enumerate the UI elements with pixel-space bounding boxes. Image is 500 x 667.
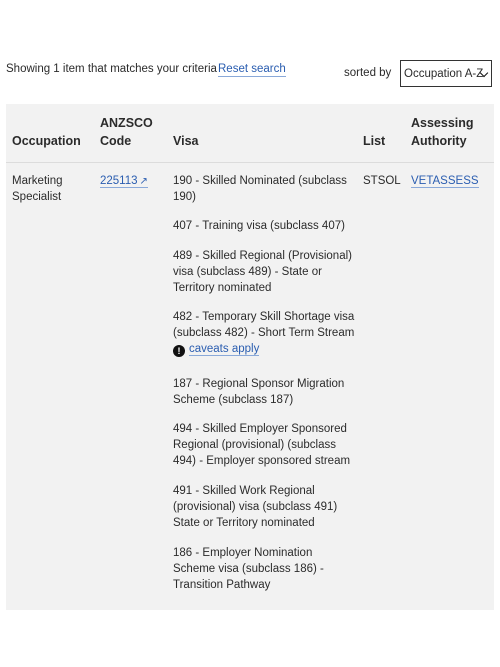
visa-item-494: 494 - Skilled Employer Sponsored Regional (provisional) (subclass 494) - Employer sponsored stream [173,423,351,467]
header-occupation: Occupation [12,134,81,148]
header-authority-line2: Authority [411,134,467,148]
header-anzsco-line1: ANZSCO [100,116,153,130]
occupation-cell-line1: Marketing [12,175,63,187]
anzsco-code-link[interactable] [100,175,148,188]
reset-search-link[interactable]: Reset search [218,63,286,75]
exclamation-circle-icon: ! [173,345,185,357]
visa-item-482 [173,309,355,357]
result-count-text: Showing 1 item that matches your criteria [6,63,217,75]
header-anzsco-line2: Code [100,134,132,148]
sort-select[interactable] [400,60,492,87]
header-visa: Visa [173,134,199,148]
results-toolbar [6,60,494,88]
visa-item-187: 187 - Regional Sponsor Migration Scheme (subclass 187) [173,378,345,406]
anzsco-code-text: 225113 [100,175,138,187]
occupation-table [6,104,494,610]
anzsco-cell [100,173,148,190]
header-authority-line1: Assessing [411,116,474,130]
visa-item-190: 190 - Skilled Nominated (subclass 190) [173,175,347,203]
table-header [6,104,494,163]
vetassess-link[interactable]: VETASSESS [411,175,479,187]
header-list: List [363,134,386,148]
occupation-cell-line2: Specialist [12,191,62,203]
sort-label: sorted by [344,67,392,79]
sort-select-value: Occupation A-Z [404,67,484,80]
visa-item-186: 186 - Employer Nomination Scheme visa (subclass 186) - Transition Pathway [173,547,324,591]
visa-item-491: 491 - Skilled Work Regional (provisional) visa (subclass 491) State or Territory nominated [173,485,338,529]
external-link-icon: ↗ [139,176,148,187]
authority-cell [411,173,479,189]
visa-item-407: 407 - Training visa (subclass 407) [173,220,345,232]
list-cell: STSOL [363,175,401,187]
visa-item-482-text: 482 - Temporary Skill Shortage visa (subclass 482) - Short Term Stream [173,311,355,339]
caveats-apply-link[interactable]: caveats apply [189,343,260,355]
visa-item-489: 489 - Skilled Regional (Provisional) visa (subclass 489) - State or Territory nominated [173,250,352,294]
